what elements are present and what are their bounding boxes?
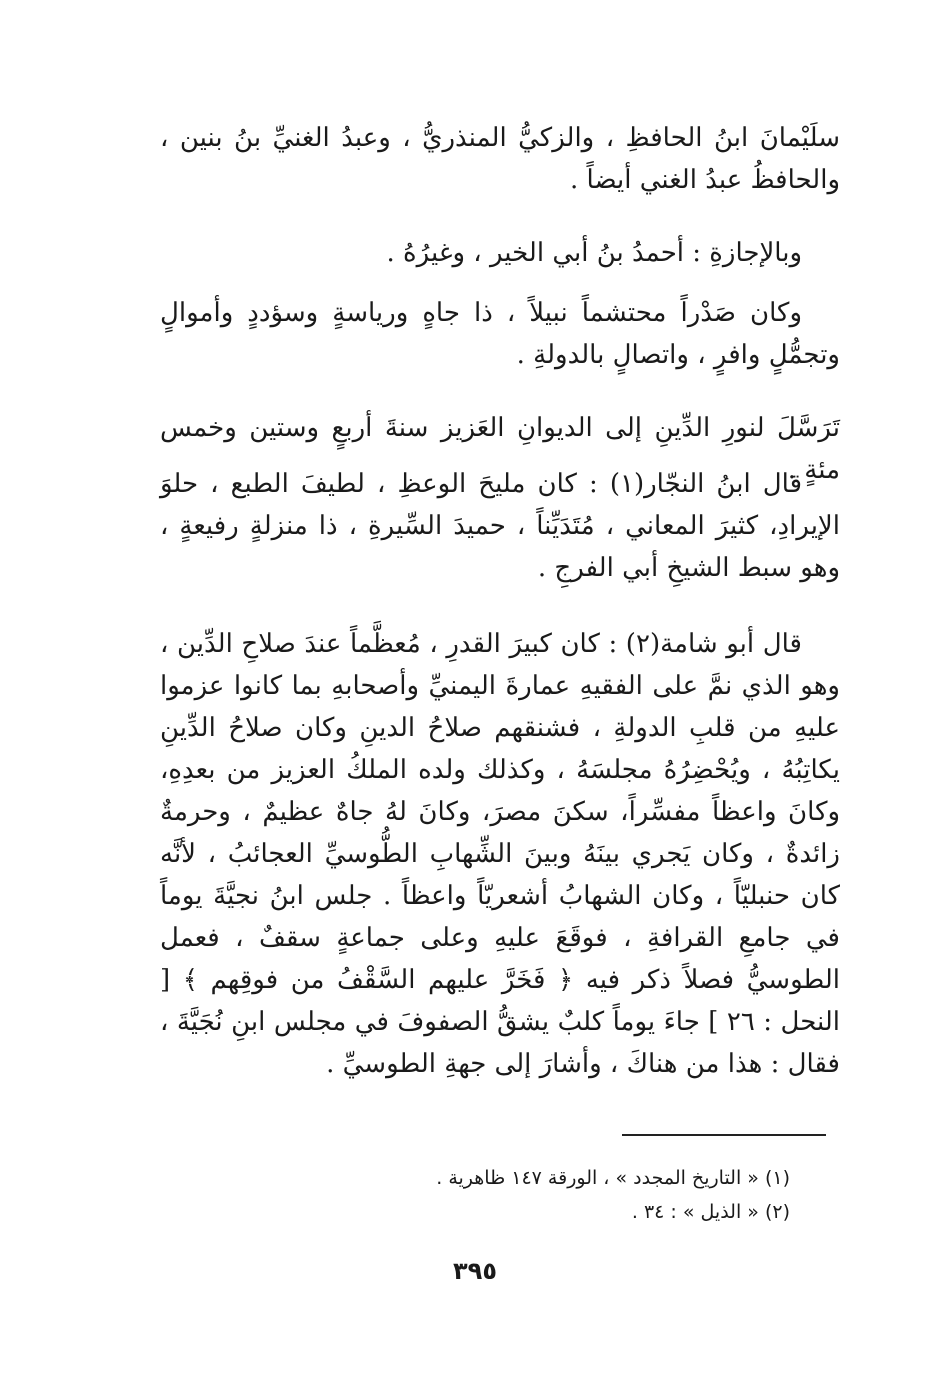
paragraph-teachers: سلَيْمانَ ابنُ الحافظِ ، والزكيُّ المنذريُّ ، وعبدُ الغنيِّ بنُ بنين ، والحافظُ عبدُ الغني أيضاً .: [160, 123, 840, 195]
paragraph-status: وكان صَدْراً محتشماً نبيلاً ، ذا جاهٍ ورياسةٍ وسؤددٍ وأموالٍ وتجمُّلٍ وافرٍ ، واتصالٍ بالدولةِ .: [160, 298, 840, 370]
footnote-1: (١) « التاريخ المجدد » ، الورقة ١٤٧ ظاهرية .: [436, 1167, 790, 1189]
paragraph-ijaza: وبالإجازةِ : أحمدُ بنُ أبي الخير ، وغيرُهُ .: [386, 238, 802, 268]
page-number: ٣٩٥: [453, 1257, 497, 1285]
footnote-divider: [622, 1134, 826, 1136]
paragraph-abu-shama: قال أبو شامة(٢) : كان كبيرَ القدرِ ، مُعظَّماً عندَ صلاحِ الدِّين ، وهو الذي نمَّ على الفقيهِ عمارةَ اليمنيِّ وأصحابهِ بما كانوا عزموا عليهِ من قلبِ الدولةِ ، فشنقهم صلاحُ الدينِ وكان صلاحُ الدِّينِ يكاتِبُهُ ، ويُحْضِرُهُ مجلسَهُ ، وكذلك ولده الملكُ العزيز من بعدِهِ، وكانَ واعظاً مفسِّراً، سكنَ مصرَ، وكانَ لهُ جاهٌ عظيمٌ ، وحرمةٌ زائدةٌ ، وكان يَجري بينَهُ وبينَ الشِّهابِ الطُّوسيِّ العجائبُ ، لأنَّه كان حنبليّاً ، وكان الشهابُ أشعريّاً واعظاً . جلس ابنُ نجيَّةَ يوماً في جامعِ القرافةِ ، فوقَعَ عليهِ وعلى جماعةٍ سقفٌ ، فعمل الطوسيُّ فصلاً ذكر فيه ﴿ فَخَرَّ عليهم السَّقْفُ من فوقِهم ﴾ [ النحل : ٢٦ ] جاءَ يوماً كلبٌ يشقُّ الصفوفَ في مجلس ابنِ نُجَيَّةَ ، فقال : هذا من هناكَ ، وأشارَ إلى جهةِ الطوسيِّ .: [160, 629, 840, 1079]
footnote-2: (٢) « الذيل » : ٣٤ .: [631, 1201, 790, 1223]
paragraph-ibn-najjar: قال ابنُ النجّار(١) : كان مليحَ الوعظِ ، لطيفَ الطبع ، حلوَ الإيرادِ، كثيرَ المعاني ، مُتَدَيِّناً ، حميدَ السِّيرةِ ، ذا منزلةٍ رفيعةٍ ، وهو سبط الشيخِ أبي الفرجِ .: [160, 469, 840, 583]
paragraph-envoy: تَرَسَّلَ لنورِ الدِّينِ إلى الديوانِ العَزيز سنةَ أربعٍ وستين وخمس مئةٍ .: [160, 413, 841, 485]
footnotes: [300, 1161, 790, 1229]
